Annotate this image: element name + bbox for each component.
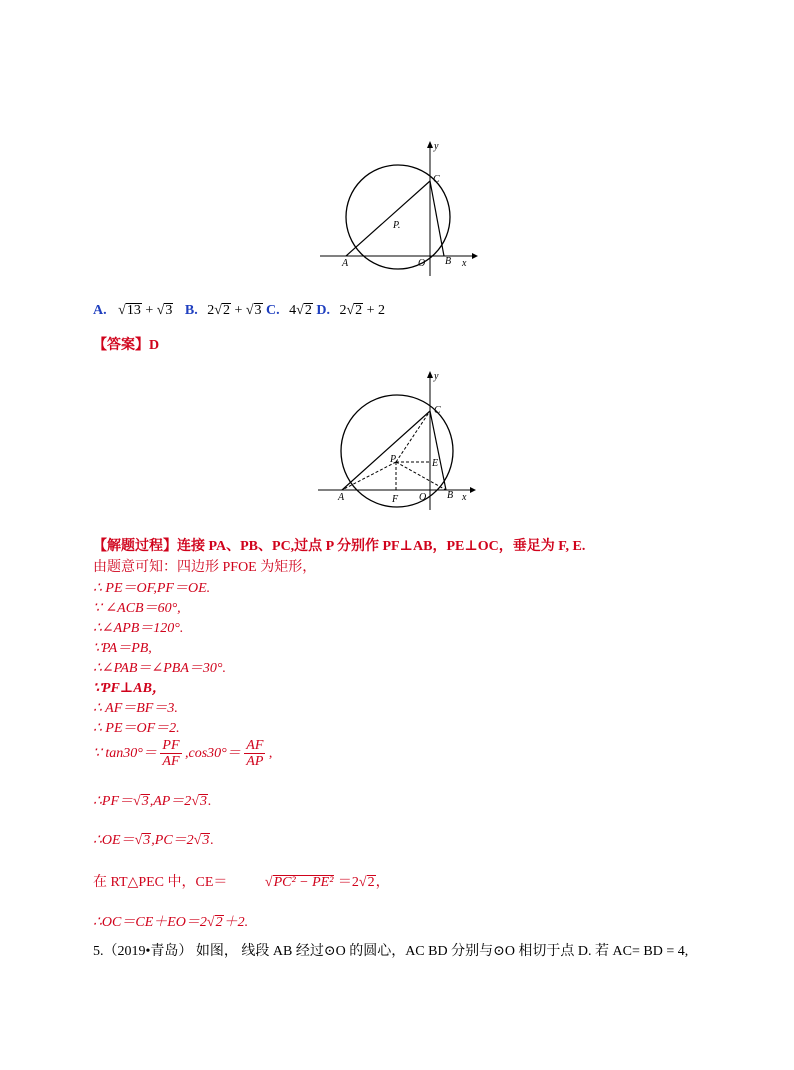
fraction-PF-AF: $\frac{PF}{AF}$ [162, 738, 180, 770]
solution-line-7: ∴∠PAB＝∠PBA＝30°. [93, 661, 226, 676]
solution-line-14: 在 RT△PEC 中，CE＝ √PC² − PE² ＝2√2， [93, 875, 390, 890]
fig2-segment-AC [342, 411, 430, 490]
fig2-segment-CB [430, 411, 446, 490]
question-5: 5.（2019•青岛） 如图， 线段 AB 经过⊙O 的圆心，AC BD 分别与⊙O 相切于点 D. 若 AC= BD = 4, [93, 944, 689, 959]
fig1-label-O: O [418, 258, 426, 269]
fig2-label-P: P [390, 454, 397, 465]
fig2-y-arrow [427, 371, 433, 378]
solution-line-10: ∴ PE＝OF＝2. [93, 721, 180, 736]
solution-line-12: ∴PF＝√3,AP＝2√3. [93, 794, 212, 809]
fig2-label-B: B [447, 490, 454, 501]
choice-D-label: D. [316, 303, 330, 318]
fig1-label-C: C [433, 174, 440, 185]
solution-line-15: ∴OC＝CE＋EO＝2√2＋2. [93, 915, 249, 930]
answer-line: 【答案】D [93, 338, 160, 353]
fig1-label-P: P. [393, 220, 401, 231]
fig1-label-x: x [462, 258, 467, 269]
solution-line-2: 由题意可知：四边形 PFOE 为矩形， [93, 560, 317, 575]
fig1-x-arrow [472, 253, 478, 259]
solution-line-3: ∴ PE＝OF,PF＝OE. [93, 581, 211, 596]
fig2-label-y: y [434, 371, 439, 382]
fig1-segment-CB [430, 181, 444, 256]
solution-line-8: ∵PF⊥AB， [93, 681, 166, 696]
fig2-dash-PB [396, 462, 446, 490]
solution-line-6: ∵PA＝PB, [93, 641, 152, 656]
fig2-label-A: A [338, 492, 345, 503]
fig1-label-B: B [445, 256, 452, 267]
fig2-label-C: C [434, 405, 441, 416]
sqrt-3: √3 [156, 303, 173, 318]
solution-line-11: ∵ tan30°＝ $\frac{PF}{AF}$ ,cos30°＝ $\frac{AF}{AP}$ , [93, 738, 273, 770]
solution-line-1: 【解题过程】连接 PA、PB、PC,过点 P 分别作 PF⊥AB，PE⊥OC，垂足为 F, E. [93, 539, 586, 554]
fig1-y-arrow [427, 141, 433, 148]
choice-B-label: B. [184, 303, 198, 318]
fraction-AF-AP: $\frac{AF}{AP}$ [246, 738, 264, 770]
fig1-segment-AC [346, 181, 430, 256]
solution-line-13: ∴OE＝√3,PC＝2√3. [93, 833, 214, 848]
fig2-label-F: F [392, 494, 399, 505]
solution-line-4: ∵ ∠ACB＝60°, [93, 601, 181, 616]
choice-A-label: A. [93, 303, 107, 318]
figure-2 [316, 370, 478, 510]
fig2-label-O: O [419, 492, 427, 503]
fig1-label-A: A [342, 258, 349, 269]
fig2-label-E: E [432, 458, 439, 469]
choice-C-label: C. [266, 303, 280, 318]
choices-line: A. √13 + √3 B. 2√2 + √3 C. 4√2 D. 2√2 + 2 [93, 303, 386, 318]
fig1-label-y: y [434, 141, 439, 152]
solution-line-9: ∴ AF＝BF＝3. [93, 701, 178, 716]
figure-1 [318, 140, 478, 280]
solution-line-5: ∴∠APB＝120°. [93, 621, 184, 636]
fig2-x-arrow [470, 487, 476, 493]
fig2-label-x: x [462, 492, 467, 503]
sqrt-13: √13 [118, 303, 141, 318]
